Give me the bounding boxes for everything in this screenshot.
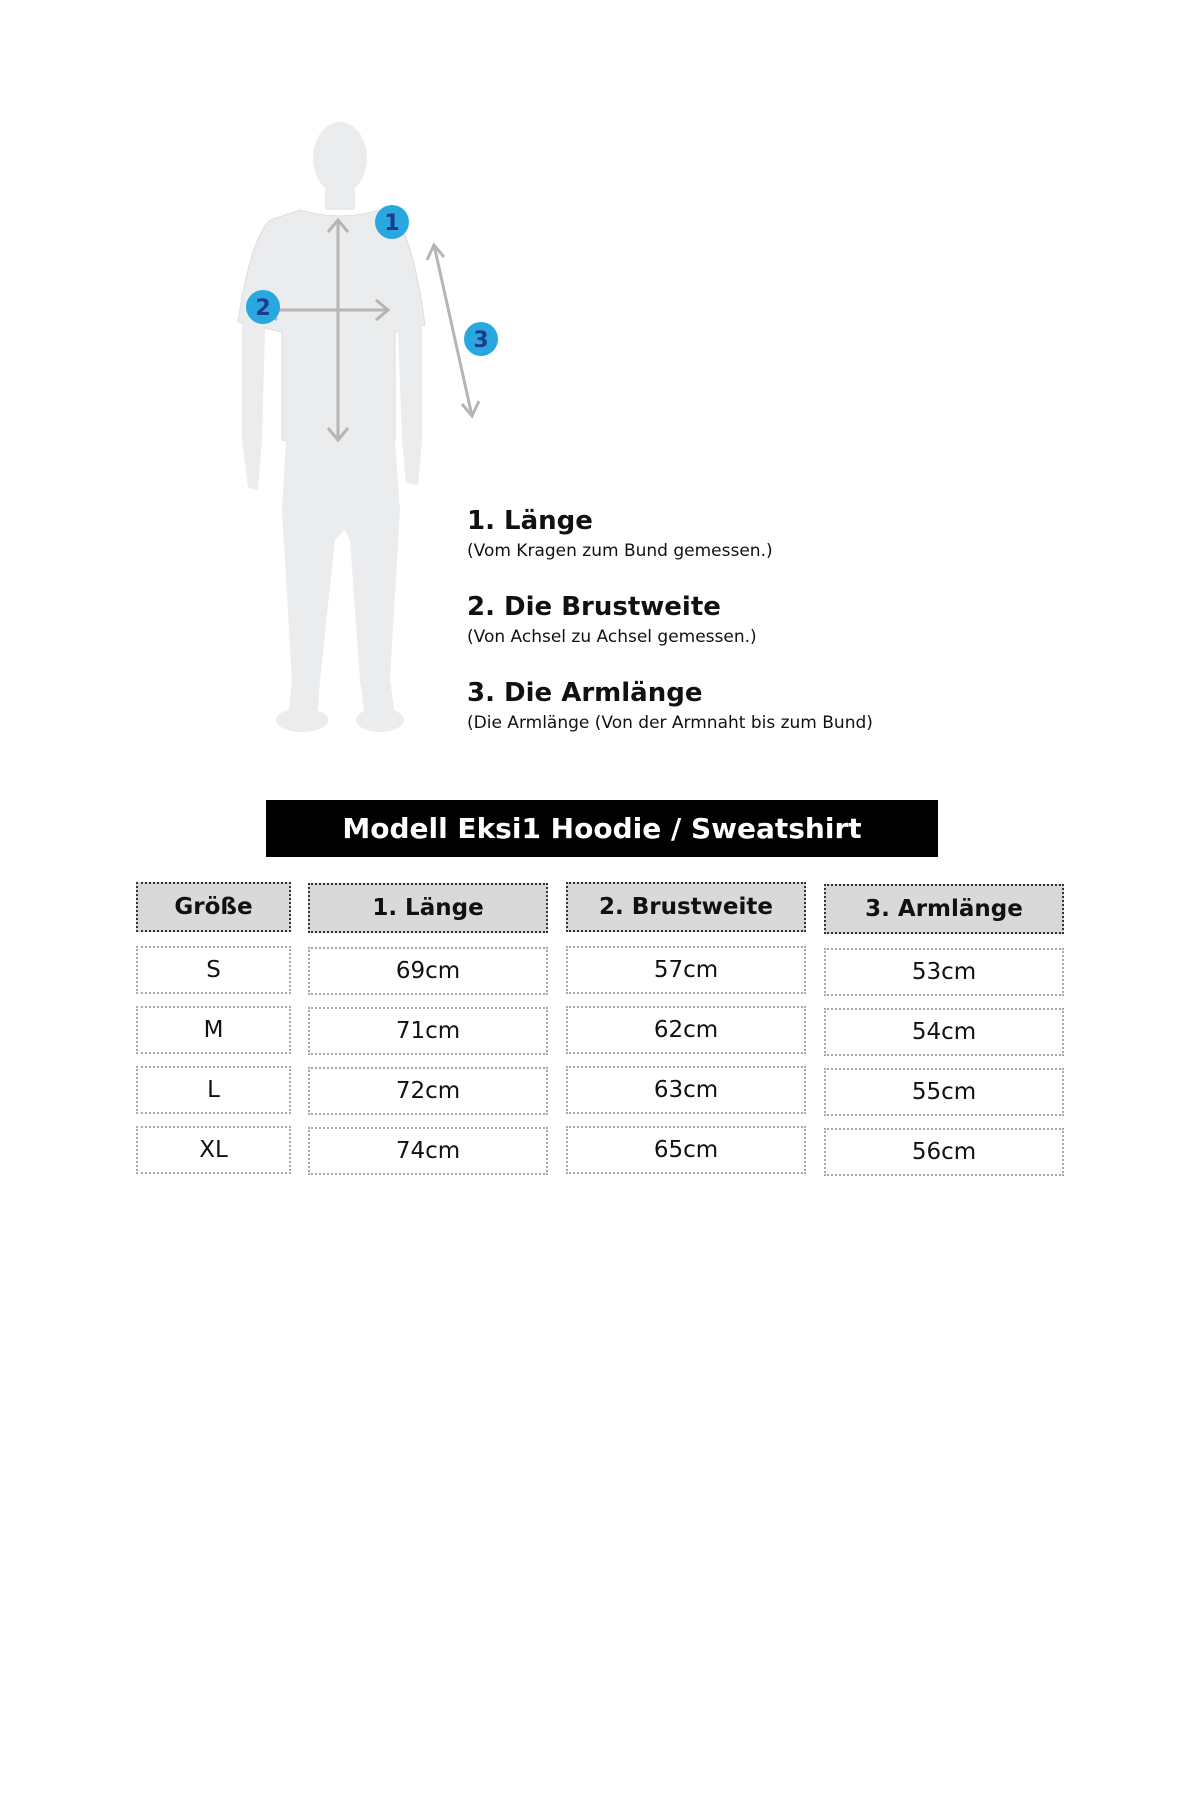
table-header-chest: 2. Brustweite (566, 882, 806, 932)
table-cell: 54cm (824, 1008, 1064, 1056)
measurement-chest (467, 591, 1027, 649)
silhouette-left-shoe (276, 708, 328, 732)
table-cell: 72cm (308, 1067, 548, 1115)
measurement-title: 3. Die Armlänge (467, 678, 703, 708)
svg-text:1: 1 (384, 211, 400, 236)
silhouette-shirt (238, 210, 425, 445)
table-cell: L (136, 1066, 291, 1114)
measurement-legend (467, 505, 1027, 763)
table-cell: XL (136, 1126, 291, 1174)
svg-text:2: 2 (255, 296, 271, 321)
measurement-description: (Vom Kragen zum Bund gemessen.) (467, 541, 773, 561)
table-header-size: Größe (136, 882, 291, 932)
table-cell: 53cm (824, 948, 1064, 996)
silhouette-right-shoe (356, 708, 404, 732)
table-cell: 56cm (824, 1128, 1064, 1176)
size-table (136, 880, 1066, 1180)
measurement-title: 1. Länge (467, 506, 593, 536)
silhouette-right-arm (398, 324, 422, 485)
svg-text:3: 3 (473, 328, 489, 353)
silhouette-legs (282, 440, 400, 718)
table-header-length: 1. Länge (308, 883, 548, 933)
silhouette-head (313, 122, 367, 194)
silhouette-left-arm (242, 322, 265, 490)
badge-1 (375, 205, 409, 239)
model-title-banner: Modell Eksi1 Hoodie / Sweatshirt (266, 800, 938, 857)
table-cell: 62cm (566, 1006, 806, 1054)
table-cell: 69cm (308, 947, 548, 995)
table-cell: S (136, 946, 291, 994)
badge-3 (464, 322, 498, 356)
measurement-title: 2. Die Brustweite (467, 592, 721, 622)
table-cell: 65cm (566, 1126, 806, 1174)
measurement-arm (467, 677, 1027, 735)
silhouette-neck (325, 185, 355, 210)
table-cell: 74cm (308, 1127, 548, 1175)
table-cell: M (136, 1006, 291, 1054)
measurement-length (467, 505, 1027, 563)
table-cell: 55cm (824, 1068, 1064, 1116)
badge-2 (246, 290, 280, 324)
table-header-arm: 3. Armlänge (824, 884, 1064, 934)
table-cell: 57cm (566, 946, 806, 994)
measurement-description: (Von Achsel zu Achsel gemessen.) (467, 627, 757, 647)
table-cell: 71cm (308, 1007, 548, 1055)
measurement-description: (Die Armlänge (Von der Armnaht bis zum Bund) (467, 713, 873, 733)
table-cell: 63cm (566, 1066, 806, 1114)
